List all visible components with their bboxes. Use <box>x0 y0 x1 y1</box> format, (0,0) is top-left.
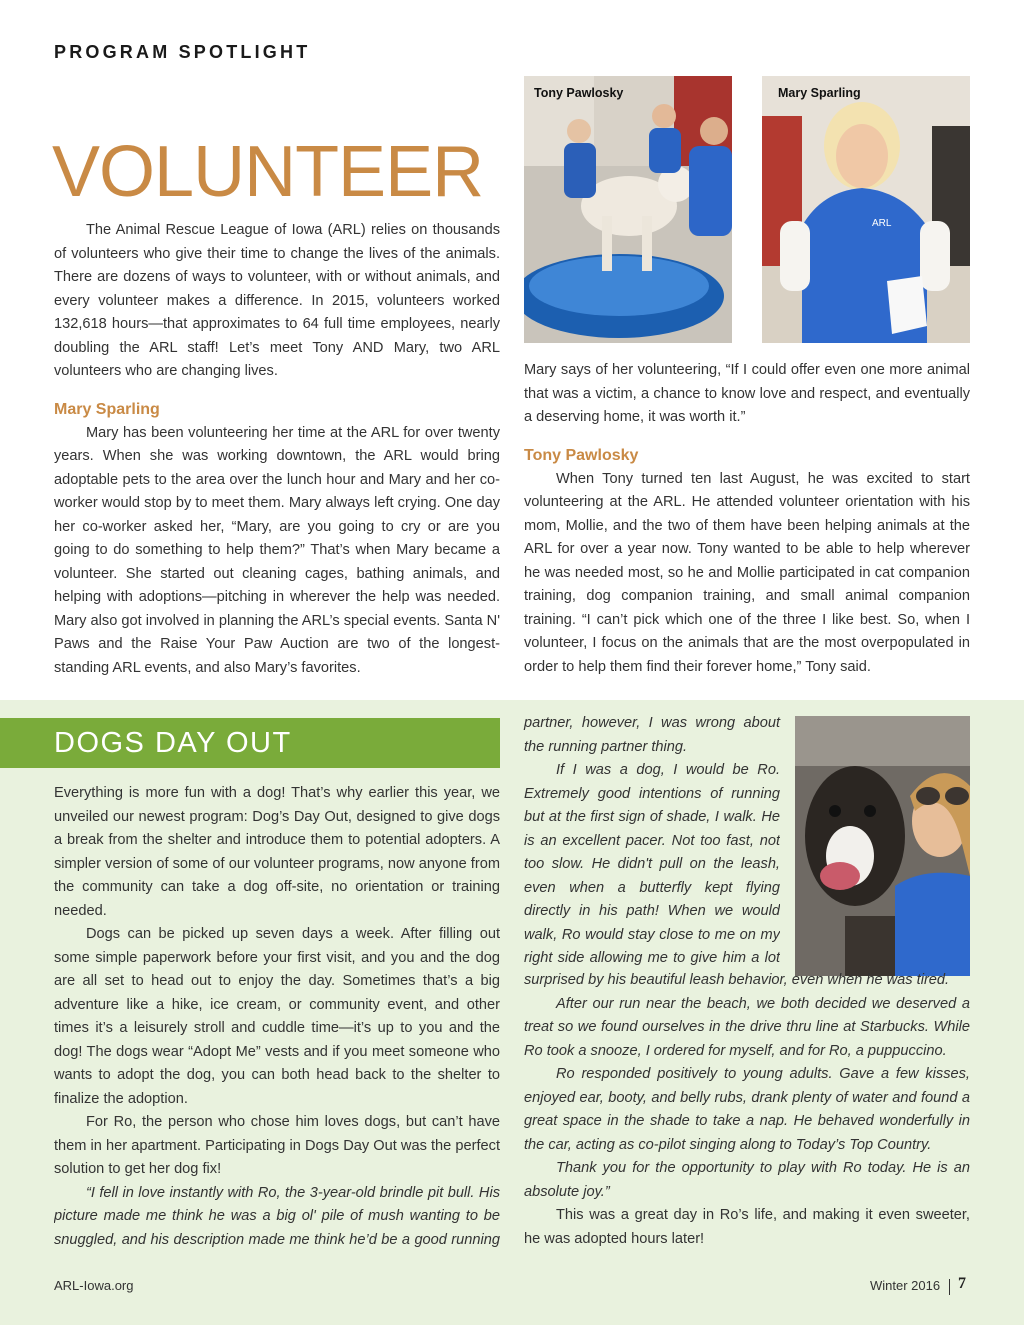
footer-divider <box>949 1279 950 1295</box>
ro-photo-illustration <box>795 716 970 976</box>
ro-quote-part-3: After our run near the beach, we both decided we deserved a treat so we found ourselves in the drive thru line at Starbucks. While Ro took a snooze, I ordered for myself, and for Ro, a puppuccino. <box>524 995 970 1059</box>
closing-text: This was a great day in Ro’s life, and making it even sweeter, he was adopted hours later! <box>524 1207 970 1247</box>
mary-quote: Mary says of her volunteering, “If I could offer even one more animal that was a victim, a chance to know love and respect, and eventually a deserving home, it was worth it.” <box>524 362 970 425</box>
ro-quote-part-2-end: surprised by his beautiful leash behavior, even when he was tired. <box>524 972 950 988</box>
shirt-logo: ARL <box>872 218 892 229</box>
ro-quote-part-1: “I fell in love instantly with Ro, the 3-year-old brindle pit bull. His picture made me think he was a big ol' pile of mush wanting to be snuggled, and his description made me think he’d be a good running <box>54 1184 500 1248</box>
ro-quote-column <box>524 712 780 971</box>
section-label: PROGRAM SPOTLIGHT <box>54 42 311 62</box>
dogs-paragraph-1: Everything is more fun with a dog! That’s why earlier this year, we unveiled our newest program: Dog’s Day Out, designed to give dogs a break from the shelter and introduce them to potential adopters. A simpler version of some of our volunteer programs, now anyone from the community can take a dog off-site, no orientation or training needed. <box>54 785 500 919</box>
ro-quote-continued: partner, however, I was wrong about the running partner thing. <box>524 715 780 755</box>
mary-photo-illustration <box>762 76 970 343</box>
page-number: 7 <box>958 1275 966 1292</box>
ro-quote-part-2: If I was a dog, I would be Ro. Extremely good intentions of running but at the first sign of shade, I walk. He is an excellent pacer. Not too fast, not too slow. He didn't pull on the leash, even when a butterfly kept flying directly in his path! When we would walk, Ro would stay close to me on my right side allowing me to give him a lot <box>524 762 780 966</box>
tony-heading: Tony Pawlosky <box>524 446 639 464</box>
mary-text: Mary has been volunteering her time at the ARL for over twenty years. When she was working downtown, the ARL would bring adoptable pets to the area over the lunch hour and Mary and her co-worker would stop by to meet them. Mary always left crying. One day her co-worker asked her, “Mary, are you going to cry or are you going to do something to help them?” That’s when Mary became a volunteer. She started out cleaning cages, bathing animals, and helping with adoptions—pitching in wherever the help was needed. Mary also got involved in planning the ARL’s special events. Santa N' Paws and the Raise Your Paw Auction are two of the longest-standing ARL events, and also Mary’s favorites. <box>54 424 500 676</box>
tony-photo <box>524 76 732 343</box>
footer-issue: Winter 2016 <box>870 1278 941 1293</box>
tony-text: When Tony turned ten last August, he was excited to start volunteering at the ARL. He attended volunteer orientation with his mom, Mollie, and the two of them have been helping animals at the ARL for over a year now. Tony wanted to be able to help wherever he was needed most, so he and Mollie participated in cat companion training, dog companion training, and small animal companion training. “I can’t pick which one of the three I like best. So, when I volunteer, I focus on the animals that are the most overpopulated in order to help them find their forever home,” Tony said. <box>524 470 970 675</box>
tony-caption: Tony Pawlosky <box>534 86 624 100</box>
volunteer-right-column <box>524 359 970 679</box>
ro-quote-part-5: Thank you for the opportunity to play with Ro today. He is an absolute joy.” <box>524 1160 970 1200</box>
footer-website[interactable]: ARL-Iowa.org <box>54 1278 134 1293</box>
mary-caption: Mary Sparling <box>778 86 861 100</box>
volunteer-left-column <box>54 219 500 680</box>
dogs-day-out-title: DOGS DAY OUT <box>54 727 292 759</box>
mary-heading: Mary Sparling <box>54 400 160 418</box>
volunteer-intro: The Animal Rescue League of Iowa (ARL) relies on thousands of volunteers who give their time to change the lives of the animals. There are dozens of ways to volunteer, with or without animals, and every volunteer makes a difference. In 2015, volunteers worked 132,618 hours—that approximates to 64 full time employees, nearly doubling the ARL staff! Let’s meet Tony AND Mary, two ARL volunteers who are changing lives. <box>54 222 500 379</box>
mary-photo <box>762 76 970 343</box>
page-title: VOLUNTEER <box>52 132 484 212</box>
dogs-paragraph-3: For Ro, the person who chose him loves dogs, but can’t have them in her apartment. Participating in Dogs Day Out was the perfect solution to get her dog fix! <box>54 1114 500 1177</box>
tony-photo-illustration <box>524 76 732 343</box>
dogs-paragraph-2: Dogs can be picked up seven days a week. After filling out some simple paperwork before your first visit, and you and the dog are all set to head out to enjoy the day. Sometimes that’s a big adventure like a hike, ice cream, or community event, and other times it’s a leisurely stroll and cuddle time—it’s up to you and the dog! The dogs wear “Adopt Me” vests and if you meet someone who wants to adopt the dog, you can both head back to the shelter to finalize the adoption. <box>54 926 500 1107</box>
ro-photo <box>795 716 970 976</box>
ro-quote-column-wide <box>524 969 970 1251</box>
dogs-left-column <box>54 782 500 1253</box>
ro-quote-part-4: Ro responded positively to young adults. Gave a few kisses, enjoyed ear, booty, and belly rubs, drank plenty of water and found a great space in the shade to take a nap. He behaved wonderfully in the car, acting as co-pilot singing along to Today’s Top Country. <box>524 1066 970 1153</box>
